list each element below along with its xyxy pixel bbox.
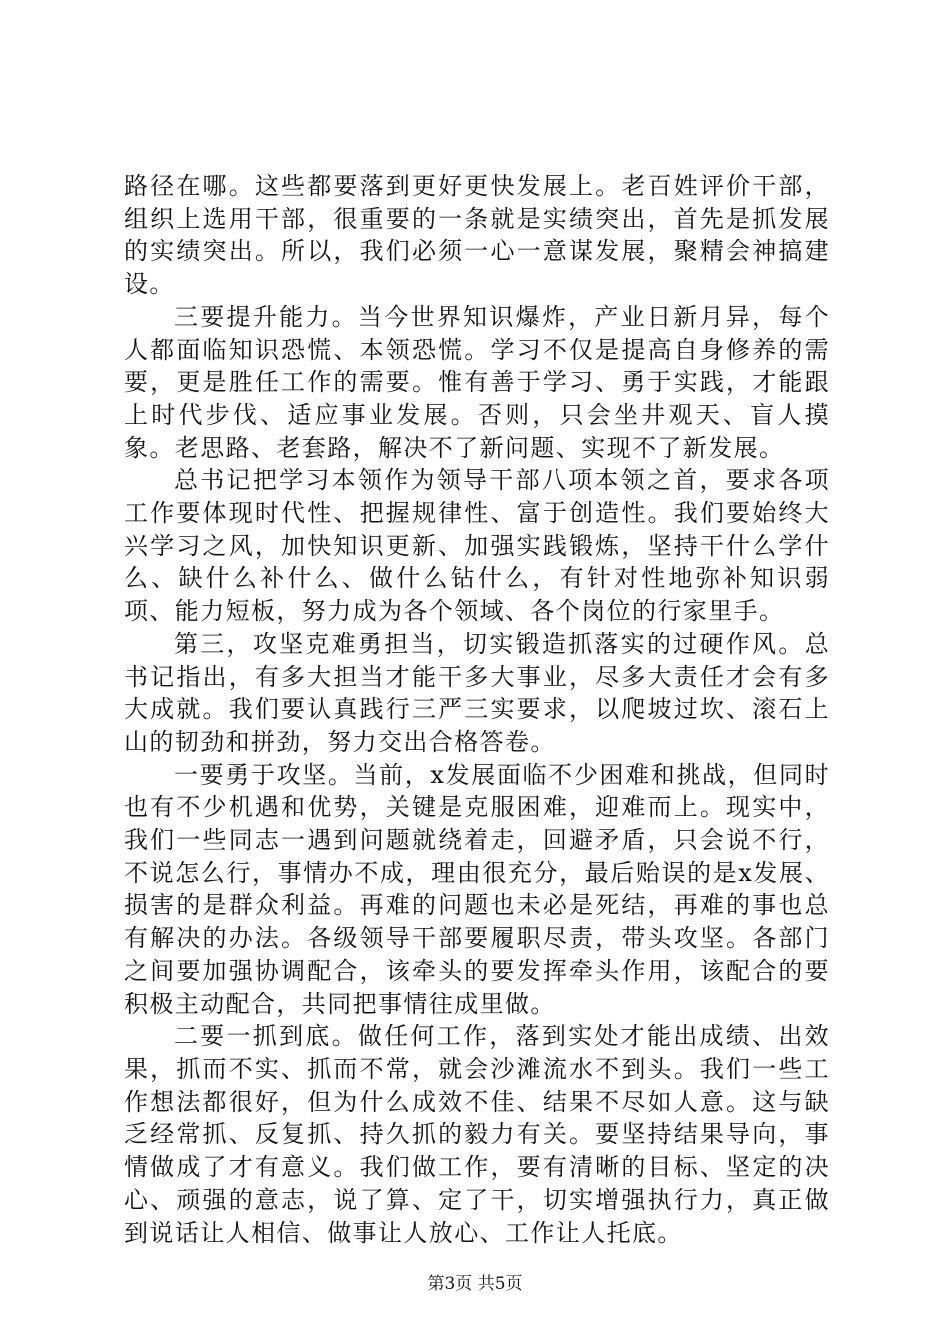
paragraph-section-three: 第三，攻坚克难勇担当，切实锻造抓落实的过硬作风。总书记指出，有多大担当才能干多大事业，尽多大责任才会有多大成就。我们要认真践行三严三实要求，以爬坡过坎、滚石上山的韧劲和拼劲，努力交出合格答卷。 [124,629,830,756]
paragraph-learning-skills: 总书记把学习本领作为领导干部八项本领之首，要求各项工作要体现时代性、把握规律性、富于创造性。我们要始终大兴学习之风，加快知识更新、加强实践锻炼，坚持干什么学什么、缺什么补什么、做什么钻什么，有针对性地弥补知识弱项、能力短板，努力成为各个领域、各个岗位的行家里手。 [124,466,830,626]
paragraph-continuation: 路径在哪。这些都要落到更好更快发展上。老百姓评价干部，组织上选用干部，很重要的一条就是实绩突出，首先是抓发展的实绩突出。所以，我们必须一心一意谋发展，聚精会神搞建设。 [124,172,830,299]
paragraph-improve-ability: 三要提升能力。当今世界知识爆炸，产业日新月异，每个人都面临知识恐慌、本领恐慌。学习不仅是提高自身修养的需要，更是胜任工作的需要。惟有善于学习、勇于实践，才能跟上时代步伐、适应事业发展。否则，只会坐井观天、盲人摸象。老思路、老套路，解决不了新问题、实现不了新发展。 [124,302,830,462]
paragraph-follow-through: 二要一抓到底。做任何工作，落到实处才能出成绩、出效果，抓而不实、抓而不常，就会沙滩流水不到头。我们一些工作想法都很好，但为什么成效不佳、结果不尽如人意。这与缺乏经常抓、反复抓、持久抓的毅力有关。要坚持结果导向，事情做成了才有意义。我们做工作，要有清晰的目标、坚定的决心、顽强的意志，说了算、定了干，切实增强执行力，真正做到说话让人相信、做事让人放心、工作让人托底。 [124,1022,830,1247]
document-body [124,170,830,1249]
paragraph-tackle-difficulties: 一要勇于攻坚。当前，x发展面临不少困难和挑战，但同时也有不少机遇和优势，关键是克服困难，迎难而上。现实中，我们一些同志一遇到问题就绕着走，回避矛盾，只会说不行，不说怎么行，事情办不成，理由很充分，最后贻误的是x发展、损害的是群众利益。再难的问题也未必是死结，再难的事也总有解决的办法。各级领导干部要履职尽责，带头攻坚。各部门之间要加强协调配合，该牵头的要发挥牵头作用，该配合的要积极主动配合，共同把事情往成里做。 [124,760,830,1018]
page-footer: 第3页 共5页 [427,1274,523,1294]
